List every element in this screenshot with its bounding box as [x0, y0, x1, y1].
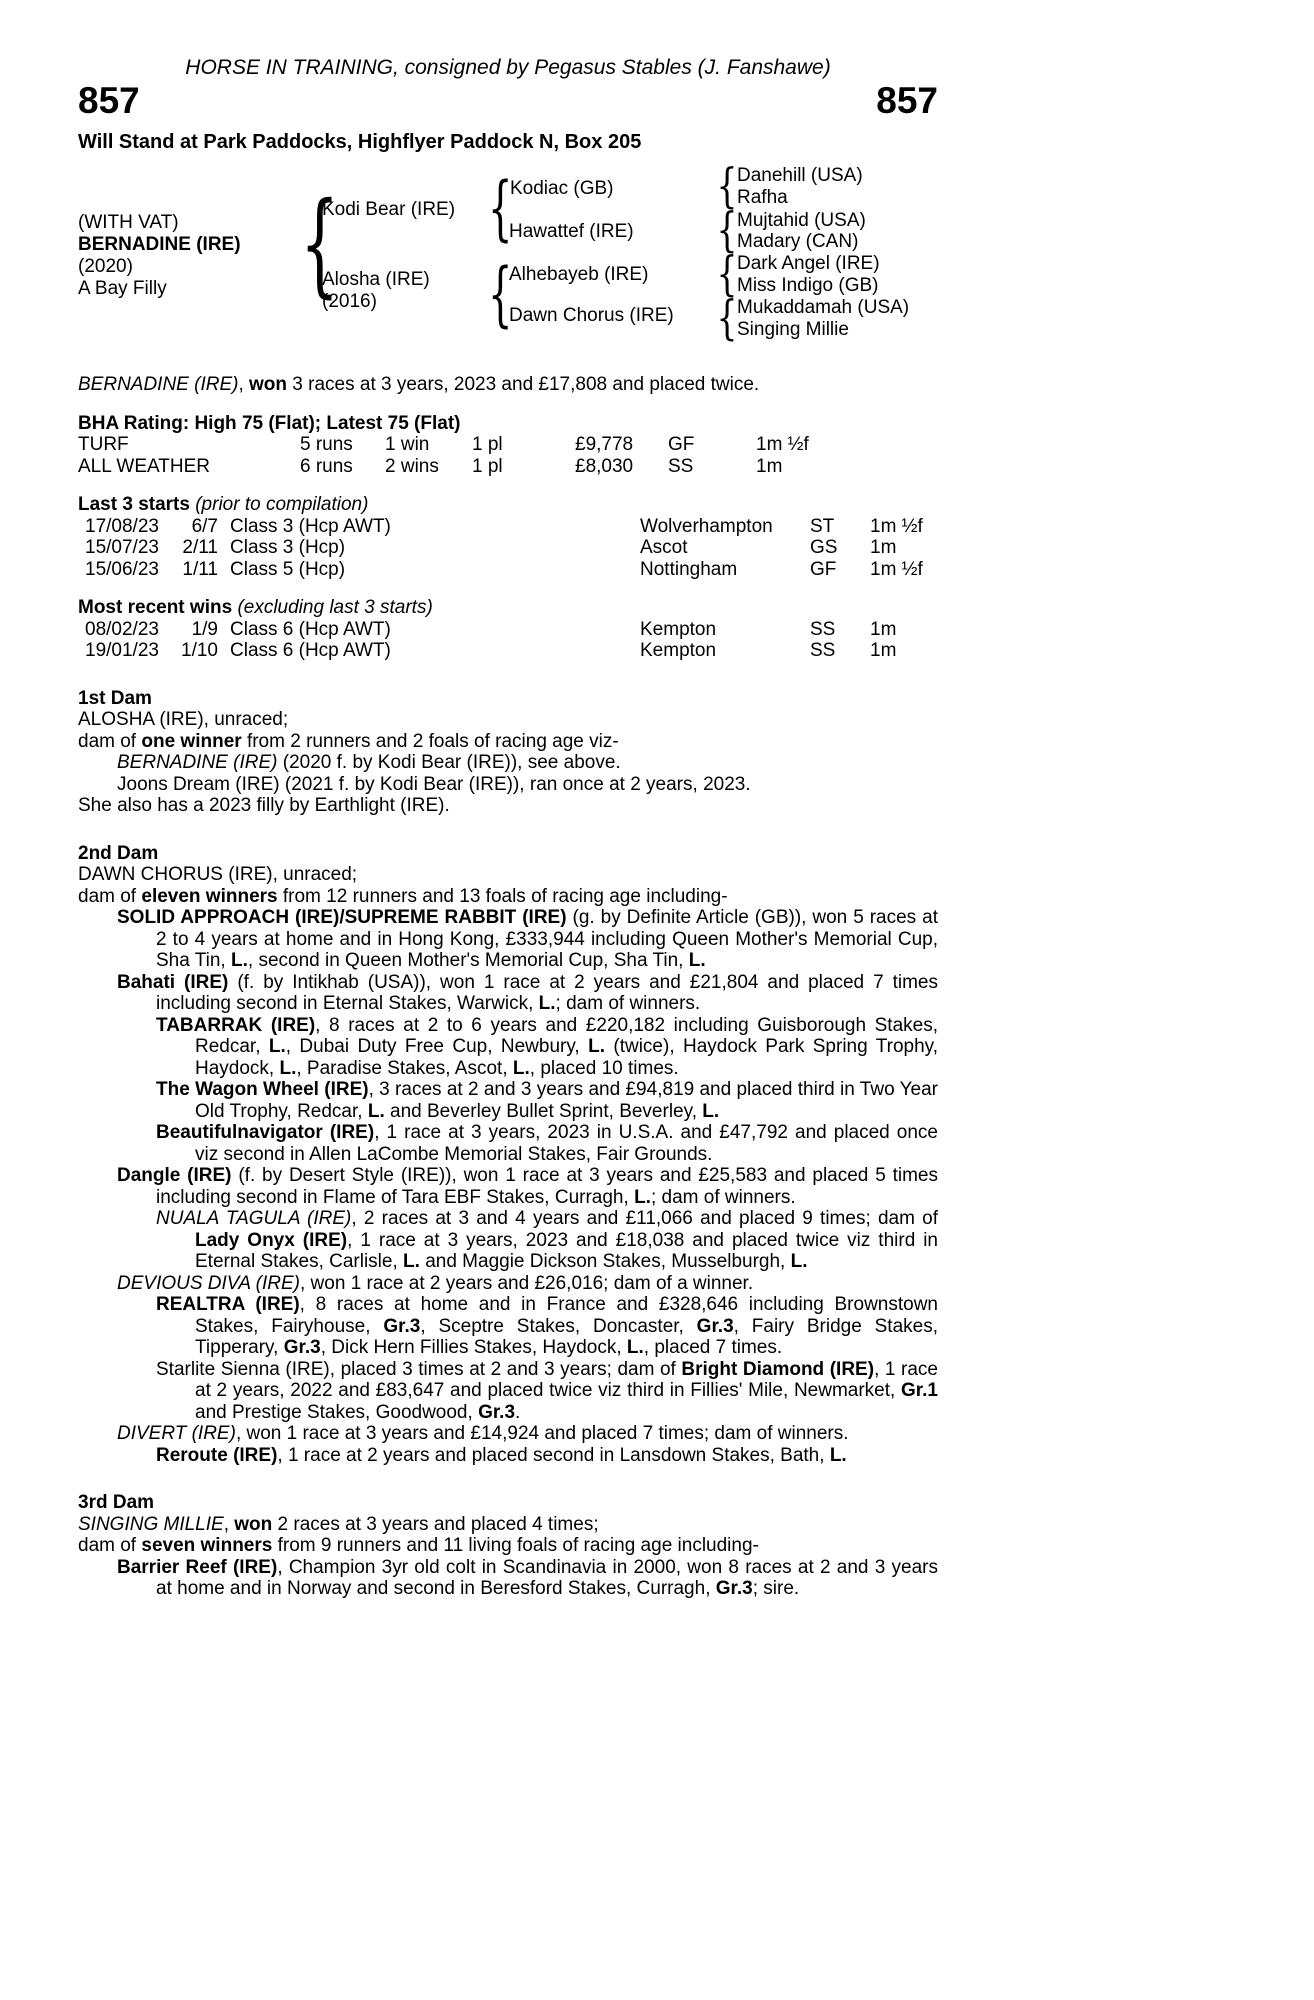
rr-surface: ALL WEATHER [78, 455, 210, 477]
text-segment: Bahati (IRE) [117, 971, 229, 993]
text-segment: BERNADINE (IRE) [78, 374, 239, 395]
text-segment: L. [829, 1444, 847, 1466]
dam2-para [78, 907, 938, 972]
lot-number-right: 857 [876, 80, 938, 121]
start-class: Class 5 (Hcp) [230, 558, 346, 580]
gg-danehill: Danehill (USA) [737, 165, 863, 186]
text-segment: from 12 runners and 13 foals of racing age including- [277, 885, 728, 907]
bha-rating: BHA Rating: High 75 (Flat); Latest 75 (Flat) [78, 412, 461, 434]
text-segment: Beautifulnavigator (IRE) [156, 1122, 375, 1143]
gg-singing-millie: Singing Millie [737, 319, 849, 340]
dam1-para [78, 709, 938, 731]
dam1-para [78, 774, 938, 796]
last-starts-heading [78, 494, 938, 516]
rr-wins: 1 win [385, 434, 430, 455]
text-segment: 3 races at 3 years, 2023 and £17,808 and placed twice. [287, 374, 760, 395]
text-segment: L. [790, 1251, 808, 1272]
text-segment: from 2 runners and 2 foals of racing age viz- [241, 730, 619, 752]
text-segment: , Fairy Bridge Stakes, Tipperary, [195, 1315, 938, 1358]
text-segment: Lady Onyx (IRE) [195, 1229, 348, 1251]
text-segment: dam of [78, 730, 142, 752]
lot-number-left: 857 [78, 80, 140, 121]
start-position: 6/7 [191, 515, 218, 537]
text-segment: Gr.3 [696, 1315, 734, 1337]
text-segment: seven winners [141, 1535, 273, 1556]
dam2-para [78, 972, 938, 1015]
win-class: Class 6 (Hcp AWT) [230, 618, 391, 640]
consignment-line: HORSE IN TRAINING, consigned by Pegasus Stables (J. Fanshawe) [185, 56, 831, 79]
text-segment: Gr.3 [283, 1337, 321, 1358]
win-course: Kempton [640, 640, 717, 661]
text-segment: , 3 races at 2 and 3 years and £94,819 and placed third in Two Year Old Trophy, Redcar, [195, 1079, 938, 1122]
dam2-para [78, 1445, 938, 1467]
start-date: 17/08/23 [85, 515, 159, 537]
rr-places: 1 pl [472, 434, 503, 455]
text-segment: , won 1 race at 3 years and £14,924 and placed 7 times; dam of winners. [235, 1423, 849, 1444]
pedigree-brace-gp1: { [716, 159, 738, 214]
text-segment: and Prestige Stakes, Goodwood, [195, 1401, 479, 1423]
text-segment: Most recent wins [78, 597, 233, 618]
start-date: 15/07/23 [85, 537, 159, 558]
text-segment: DEVIOUS DIVA (IRE) [117, 1272, 300, 1294]
pedigree-tree [78, 159, 938, 348]
text-segment: from 9 runners and 11 living foals of racing age including- [272, 1535, 759, 1556]
text-segment: Dangle (IRE) [117, 1165, 232, 1186]
text-segment: won [234, 1513, 273, 1535]
rr-places: 1 pl [472, 455, 503, 477]
win-distance: 1m [870, 640, 897, 661]
dam3-para [78, 1535, 938, 1557]
text-segment: (prior to compilation) [195, 494, 369, 515]
rr-distance: 1m ½f [756, 434, 809, 455]
text-segment: L. [231, 950, 248, 971]
sire-name: Kodi Bear (IRE) [322, 199, 456, 220]
text-segment: (excluding last 3 starts) [237, 597, 433, 618]
text-segment: DAWN CHORUS (IRE), unraced; [78, 864, 358, 885]
dam2-para [78, 1359, 938, 1424]
text-segment: L. [688, 950, 706, 971]
vat-status: (WITH VAT) [78, 212, 179, 233]
text-segment: She also has a 2023 filly by Earthlight (IRE). [78, 795, 450, 816]
start-course: Nottingham [640, 558, 738, 580]
pedigree-brace-sire: { [488, 167, 513, 249]
text-segment: (twice), Haydock Park Spring Trophy, Haydock, [195, 1036, 939, 1079]
dam2-para [78, 864, 938, 886]
text-segment: Gr.3 [383, 1315, 421, 1337]
text-segment: 2 races at 3 years and placed 4 times; [272, 1513, 599, 1535]
text-segment: TABARRAK (IRE) [156, 1014, 316, 1036]
text-segment: one winner [141, 730, 242, 752]
text-segment: , won 1 race at 2 years and £26,016; dam of a winner. [300, 1272, 754, 1294]
win-distance: 1m [870, 618, 897, 640]
lot-number-row [78, 82, 938, 120]
start-row [78, 537, 938, 559]
rr-distance: 1m [756, 455, 783, 477]
dam3-para [78, 1557, 938, 1600]
text-segment: REALTRA (IRE) [156, 1294, 300, 1315]
dam-dam-name: Dawn Chorus (IRE) [509, 305, 674, 326]
rr-wins: 2 wins [385, 455, 439, 477]
win-row [78, 619, 938, 641]
rr-going: SS [668, 455, 694, 477]
text-segment: L. [512, 1057, 530, 1079]
start-row [78, 559, 938, 581]
text-segment: , 8 races at home and in France and £328,646 including Brownstown Stakes, Fairyhouse, [195, 1294, 938, 1337]
text-segment: , Champion 3yr old colt in Scandinavia in 2000, won 8 races at 2 and 3 years at home and in Norway and second in Beresford Stakes, Curragh, [156, 1556, 938, 1599]
start-distance: 1m [870, 537, 897, 558]
rr-earnings: £8,030 [575, 455, 634, 477]
text-segment: L. [634, 1186, 651, 1208]
text-segment: , 2 races at 3 and 4 years and £11,066 and placed 9 times; dam of [351, 1208, 938, 1229]
text-segment: , 8 races at 2 to 6 years and £220,182 including Guisborough Stakes, Redcar, [195, 1014, 938, 1057]
dam3-para [78, 1514, 938, 1536]
race-record-row [78, 434, 938, 456]
text-segment: , 1 race at 2 years, 2022 and £83,647 and placed twice viz third in Fillies' Mile, Newmarket, [195, 1358, 938, 1401]
text-segment: Starlite Sienna (IRE), placed 3 times at 2 and 3 years; dam of [156, 1358, 682, 1380]
start-position: 2/11 [182, 537, 218, 558]
dam-year: (2016) [322, 291, 377, 312]
text-segment: , placed 10 times. [529, 1057, 679, 1079]
race-record-row [78, 456, 938, 478]
text-segment: L. [268, 1036, 286, 1057]
text-segment: Last 3 starts [78, 494, 190, 515]
text-segment: Barrier Reef (IRE) [117, 1556, 278, 1578]
recent-wins-heading [78, 597, 938, 619]
text-segment: Gr.3 [715, 1578, 753, 1599]
pedigree-brace-gp4: { [716, 291, 738, 346]
win-course: Kempton [640, 618, 717, 640]
pedigree-brace-gp2: { [716, 203, 738, 258]
rr-going: GF [668, 434, 695, 455]
text-segment: (f. by Desert Style (IRE)), won 1 race at 3 years and £25,583 and placed 5 times including second in Flame of Tara EBF Stakes, Curragh, [156, 1165, 938, 1208]
text-segment: ALOSHA (IRE), unraced; [78, 709, 289, 730]
text-segment: L. [702, 1100, 720, 1122]
text-segment: L. [367, 1100, 385, 1122]
text-segment: SOLID APPROACH (IRE)/SUPREME RABBIT (IRE) [117, 907, 567, 928]
text-segment: and Maggie Dickson Stakes, Musselburgh, [419, 1251, 791, 1272]
dam2-para [78, 1423, 938, 1445]
horse-name: BERNADINE (IRE) [78, 234, 241, 255]
rr-surface: TURF [78, 434, 129, 455]
text-segment: (g. by Definite Article (GB)), won 5 races at 2 to 4 years at home and in Hong Kong, £333,944 including Queen Mother's Memorial Cup, Sha Tin, [156, 907, 938, 971]
text-segment: , placed 7 times. [643, 1337, 783, 1358]
text-segment: , [238, 374, 250, 395]
dam2-para [78, 1273, 938, 1295]
text-segment: Gr.3 [478, 1401, 516, 1423]
gg-rafha: Rafha [737, 187, 788, 208]
pedigree-brace-gp3: { [716, 247, 738, 302]
win-going: SS [810, 618, 836, 640]
text-segment: , 1 race at 2 years and placed second in Lansdown Stakes, Bath, [277, 1444, 830, 1466]
start-course: Wolverhampton [640, 515, 773, 537]
start-course: Ascot [640, 537, 688, 558]
win-class: Class 6 (Hcp AWT) [230, 640, 391, 661]
stand-location: Will Stand at Park Paddocks, Highflyer Paddock N, Box 205 [78, 131, 642, 153]
dam1-para [78, 795, 938, 817]
dam1-para [78, 752, 938, 774]
rr-earnings: £9,778 [575, 434, 634, 455]
text-segment: ; dam of winners. [555, 993, 701, 1014]
dam1-heading: 1st Dam [78, 687, 152, 709]
dam1-para [78, 731, 938, 753]
text-segment: ; sire. [752, 1578, 800, 1599]
start-row [78, 516, 938, 538]
text-segment: L. [538, 993, 556, 1014]
gg-mujtahid: Mujtahid (USA) [737, 210, 866, 231]
pedigree-brace-main: { [300, 179, 340, 309]
start-distance: 1m ½f [870, 558, 923, 580]
dam2-para [78, 1294, 938, 1359]
text-segment: dam of [78, 1535, 142, 1556]
page-content [78, 56, 938, 1600]
start-going: GS [810, 537, 838, 558]
text-segment: , Dubai Duty Free Cup, Newbury, [285, 1036, 589, 1057]
dam2-para [78, 886, 938, 908]
start-distance: 1m ½f [870, 515, 923, 537]
sire-sire-name: Kodiac (GB) [510, 178, 614, 199]
dam-name: Alosha (IRE) [322, 269, 430, 290]
text-segment: L. [626, 1337, 644, 1358]
rr-runs: 6 runs [300, 455, 353, 477]
text-segment: SINGING MILLIE [78, 1513, 224, 1535]
start-position: 1/11 [182, 558, 218, 580]
text-segment: Gr.1 [901, 1380, 938, 1401]
dam2-para [78, 1165, 938, 1208]
text-segment: L. [403, 1251, 420, 1272]
text-segment: DIVERT (IRE) [117, 1423, 236, 1444]
gg-miss-indigo: Miss Indigo (GB) [737, 275, 879, 296]
text-segment: , [223, 1513, 235, 1535]
text-segment: Joons Dream (IRE) (2021 f. by Kodi Bear (IRE)), ran once at 2 years, 2023. [117, 773, 751, 795]
gg-mukaddamah: Mukaddamah (USA) [737, 297, 910, 318]
text-segment: NUALA TAGULA (IRE) [156, 1208, 352, 1229]
win-row [78, 640, 938, 662]
gg-madary: Madary (CAN) [737, 231, 859, 252]
gg-dark-angel: Dark Angel (IRE) [737, 253, 880, 274]
sire-dam-name: Hawattef (IRE) [509, 221, 634, 242]
text-segment: eleven winners [141, 885, 278, 907]
start-going: ST [810, 515, 835, 537]
pedigree-brace-dam: { [488, 253, 513, 335]
text-segment: BERNADINE (IRE) [117, 752, 278, 773]
start-date: 15/06/23 [85, 558, 159, 580]
dam2-para [78, 1079, 938, 1122]
win-going: SS [810, 640, 836, 661]
text-segment: , Paradise Stakes, Ascot, [296, 1057, 513, 1079]
text-segment: , Dick Hern Fillies Stakes, Haydock, [320, 1337, 627, 1358]
start-class: Class 3 (Hcp AWT) [230, 515, 391, 537]
horse-description: A Bay Filly [78, 278, 167, 299]
foaling-year: (2020) [78, 256, 133, 277]
text-segment: , 1 race at 3 years, 2023 in U.S.A. and £47,792 and placed once viz second in Allen LaCombe Memorial Stakes, Fair Grounds. [195, 1122, 938, 1165]
win-date: 08/02/23 [85, 618, 159, 640]
text-segment: ; dam of winners. [650, 1186, 796, 1208]
text-segment: won [249, 374, 288, 395]
text-segment: dam of [78, 885, 142, 907]
text-segment: (f. by Intikhab (USA)), won 1 race at 2 years and £21,804 and placed 7 times including second in Eternal Stakes, Warwick, [156, 971, 938, 1014]
text-segment: Reroute (IRE) [156, 1444, 278, 1466]
dam2-para [78, 1208, 938, 1273]
text-segment: , 1 race at 3 years, 2023 and £18,038 and placed twice viz third in Eternal Stakes, Carlisle, [195, 1229, 939, 1272]
win-position: 1/9 [191, 618, 218, 640]
text-segment: The Wagon Wheel (IRE) [156, 1079, 369, 1100]
dam2-heading: 2nd Dam [78, 842, 159, 864]
rr-runs: 5 runs [300, 434, 353, 455]
dam-sire-name: Alhebayeb (IRE) [509, 264, 649, 285]
dam3-heading: 3rd Dam [78, 1492, 155, 1513]
win-position: 1/10 [181, 640, 218, 661]
text-segment: (2020 f. by Kodi Bear (IRE)), see above. [277, 752, 621, 773]
text-segment: and Beverley Bullet Sprint, Beverley, [384, 1100, 703, 1122]
text-segment: , second in Queen Mother's Memorial Cup, Sha Tin, [247, 950, 689, 971]
text-segment: L. [588, 1036, 605, 1057]
start-going: GF [810, 558, 837, 580]
win-date: 19/01/23 [85, 640, 159, 661]
dam2-para [78, 1015, 938, 1080]
start-class: Class 3 (Hcp) [230, 537, 346, 558]
text-segment: , Sceptre Stakes, Doncaster, [420, 1315, 697, 1337]
text-segment: L. [279, 1057, 297, 1079]
race-summary [78, 374, 938, 396]
dam2-para [78, 1122, 938, 1165]
text-segment: Bright Diamond (IRE) [681, 1358, 875, 1380]
text-segment: . [515, 1401, 521, 1423]
